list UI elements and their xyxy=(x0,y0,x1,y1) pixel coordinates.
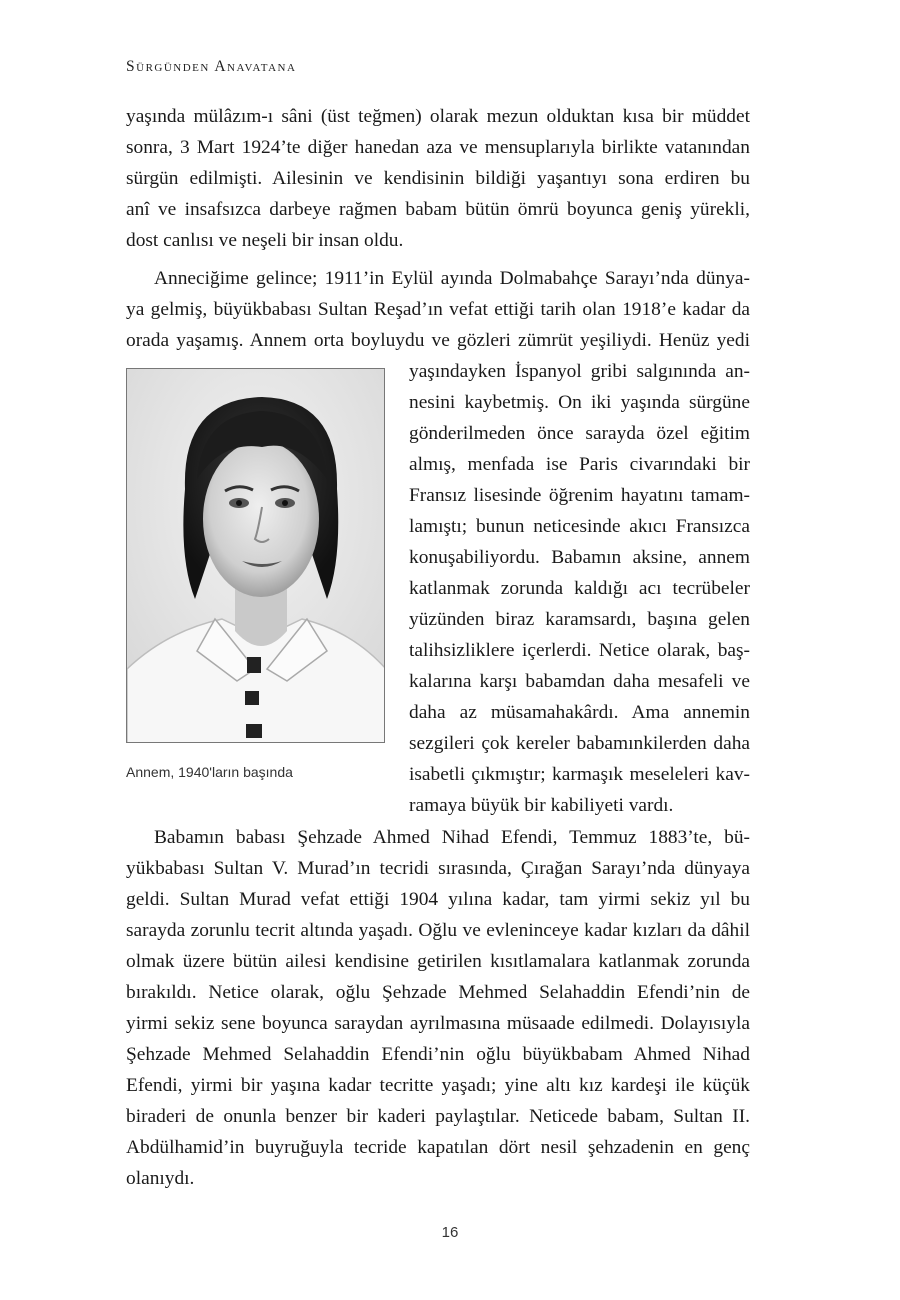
button-shape xyxy=(247,657,261,673)
text-line: yirmi sekiz sene boyunca saraydan ayrılmasına müsaade edilmedi. Dolayısıyla xyxy=(126,1013,750,1034)
text-line: biraderi de onunla benzer bir kaderi paylaştılar. Neticede babam, Sultan II. xyxy=(126,1106,750,1127)
text-line: kalarına karşı babamdan daha mesafeli ve xyxy=(409,671,750,692)
text-line: bırakıldı. Netice olarak, oğlu Şehzade Mehmed Selahaddin Efendi’nin de xyxy=(126,982,750,1003)
text-line: sarayda zorunlu tecrit altında yaşadı. Oğlu ve evleninceye kadar kızları da dâhil xyxy=(126,920,750,941)
text-line: gönderilmeden önce sarayda özel eğitim xyxy=(409,423,750,444)
text-line: ramaya büyük bir kabiliyeti vardı. xyxy=(409,795,674,816)
text-line: katlanmak zorunda kaldığı acı tecrübeler xyxy=(409,578,750,599)
text-line: Fransız lisesinde öğrenim hayatını tamam- xyxy=(409,485,750,506)
paragraph-2 xyxy=(126,263,750,356)
figure-caption: Annem, 1940'ların başında xyxy=(126,764,293,780)
text-line: yükbabası Sultan V. Murad’ın tecridi sırasında, Çırağan Sarayı’nda dünyaya xyxy=(126,858,750,879)
text-line: olmak üzere bütün ailesi kendisine getirilen kısıtlamalara katlanmak zorunda xyxy=(126,951,750,972)
text-line: orada yaşamış. Annem orta boyluydu ve gözleri zümrüt yeşiliydi. Henüz yedi xyxy=(126,330,750,351)
paragraph-1 xyxy=(126,101,750,256)
portrait-illustration xyxy=(127,369,385,743)
page-number: 16 xyxy=(441,1224,459,1241)
text-line: yaşındayken İspanyol gribi salgınında an- xyxy=(409,361,750,382)
portrait-photo xyxy=(126,368,385,743)
text-line: sezgileri çok kereler babamınkilerden daha xyxy=(409,733,750,754)
text-line: Abdülhamid’in buyruğuyla tecride kapatılan dört nesil şehzadenin en genç xyxy=(126,1137,750,1158)
text-line: anî ve insafsızca darbeye rağmen babam bütün ömrü boyunca geniş yürekli, xyxy=(126,199,750,220)
text-line: sürgün edilmişti. Ailesinin ve kendisinin bildiği yaşantıyı sona erdiren bu xyxy=(126,168,750,189)
text-line: dost canlısı ve neşeli bir insan oldu. xyxy=(126,230,404,251)
text-line: Şehzade Mehmed Selahaddin Efendi’nin oğlu büyükbabam Ahmed Nihad xyxy=(126,1044,750,1065)
text-line: daha az müsamahakârdı. Ama annemin xyxy=(409,702,750,723)
text-line: Efendi, yirmi bir yaşına kadar tecritte yaşadı; yine altı kız kardeşi ile küçük xyxy=(126,1075,750,1096)
text-line: talihsizliklere içerlerdi. Netice olarak, baş- xyxy=(409,640,750,661)
text-line: Anneciğime gelince; 1911’in Eylül ayında Dolmabahçe Sarayı’nda dünya- xyxy=(154,268,750,289)
text-line: lamıştı; bunun neticesinde akıcı Fransızca xyxy=(409,516,750,537)
text-line: almış, menfada ise Paris civarındaki bir xyxy=(409,454,750,475)
text-line: geldi. Sultan Murad vefat ettiği 1904 yılına kadar, tam yirmi sekiz yıl bu xyxy=(126,889,750,910)
text-line: Babamın babası Şehzade Ahmed Nihad Efendi, Temmuz 1883’te, bü- xyxy=(154,827,750,848)
text-line: nesini kaybetmiş. On iki yaşında sürgüne xyxy=(409,392,750,413)
text-line: olanıydı. xyxy=(126,1168,195,1189)
paragraph-2-wrapped xyxy=(409,356,750,821)
text-line: sonra, 3 Mart 1924’te diğer hanedan aza ve mensuplarıyla birlikte vatanından xyxy=(126,137,750,158)
paragraph-3 xyxy=(126,822,750,1194)
text-line: konuşabiliyordu. Babamın aksine, annem xyxy=(409,547,750,568)
running-head: Sürgünden Anavatana xyxy=(126,58,297,75)
text-line: ya gelmiş, büyükbabası Sultan Reşad’ın vefat ettiği tarih olan 1918’e kadar da xyxy=(126,299,750,320)
text-line: yaşında mülâzım-ı sâni (üst teğmen) olarak mezun olduktan kısa bir müddet xyxy=(126,106,750,127)
text-line: isabetli çıkmıştır; karmaşık meseleleri kav- xyxy=(409,764,750,785)
text-line: yüzünden biraz karamsardı, başına gelen xyxy=(409,609,750,630)
